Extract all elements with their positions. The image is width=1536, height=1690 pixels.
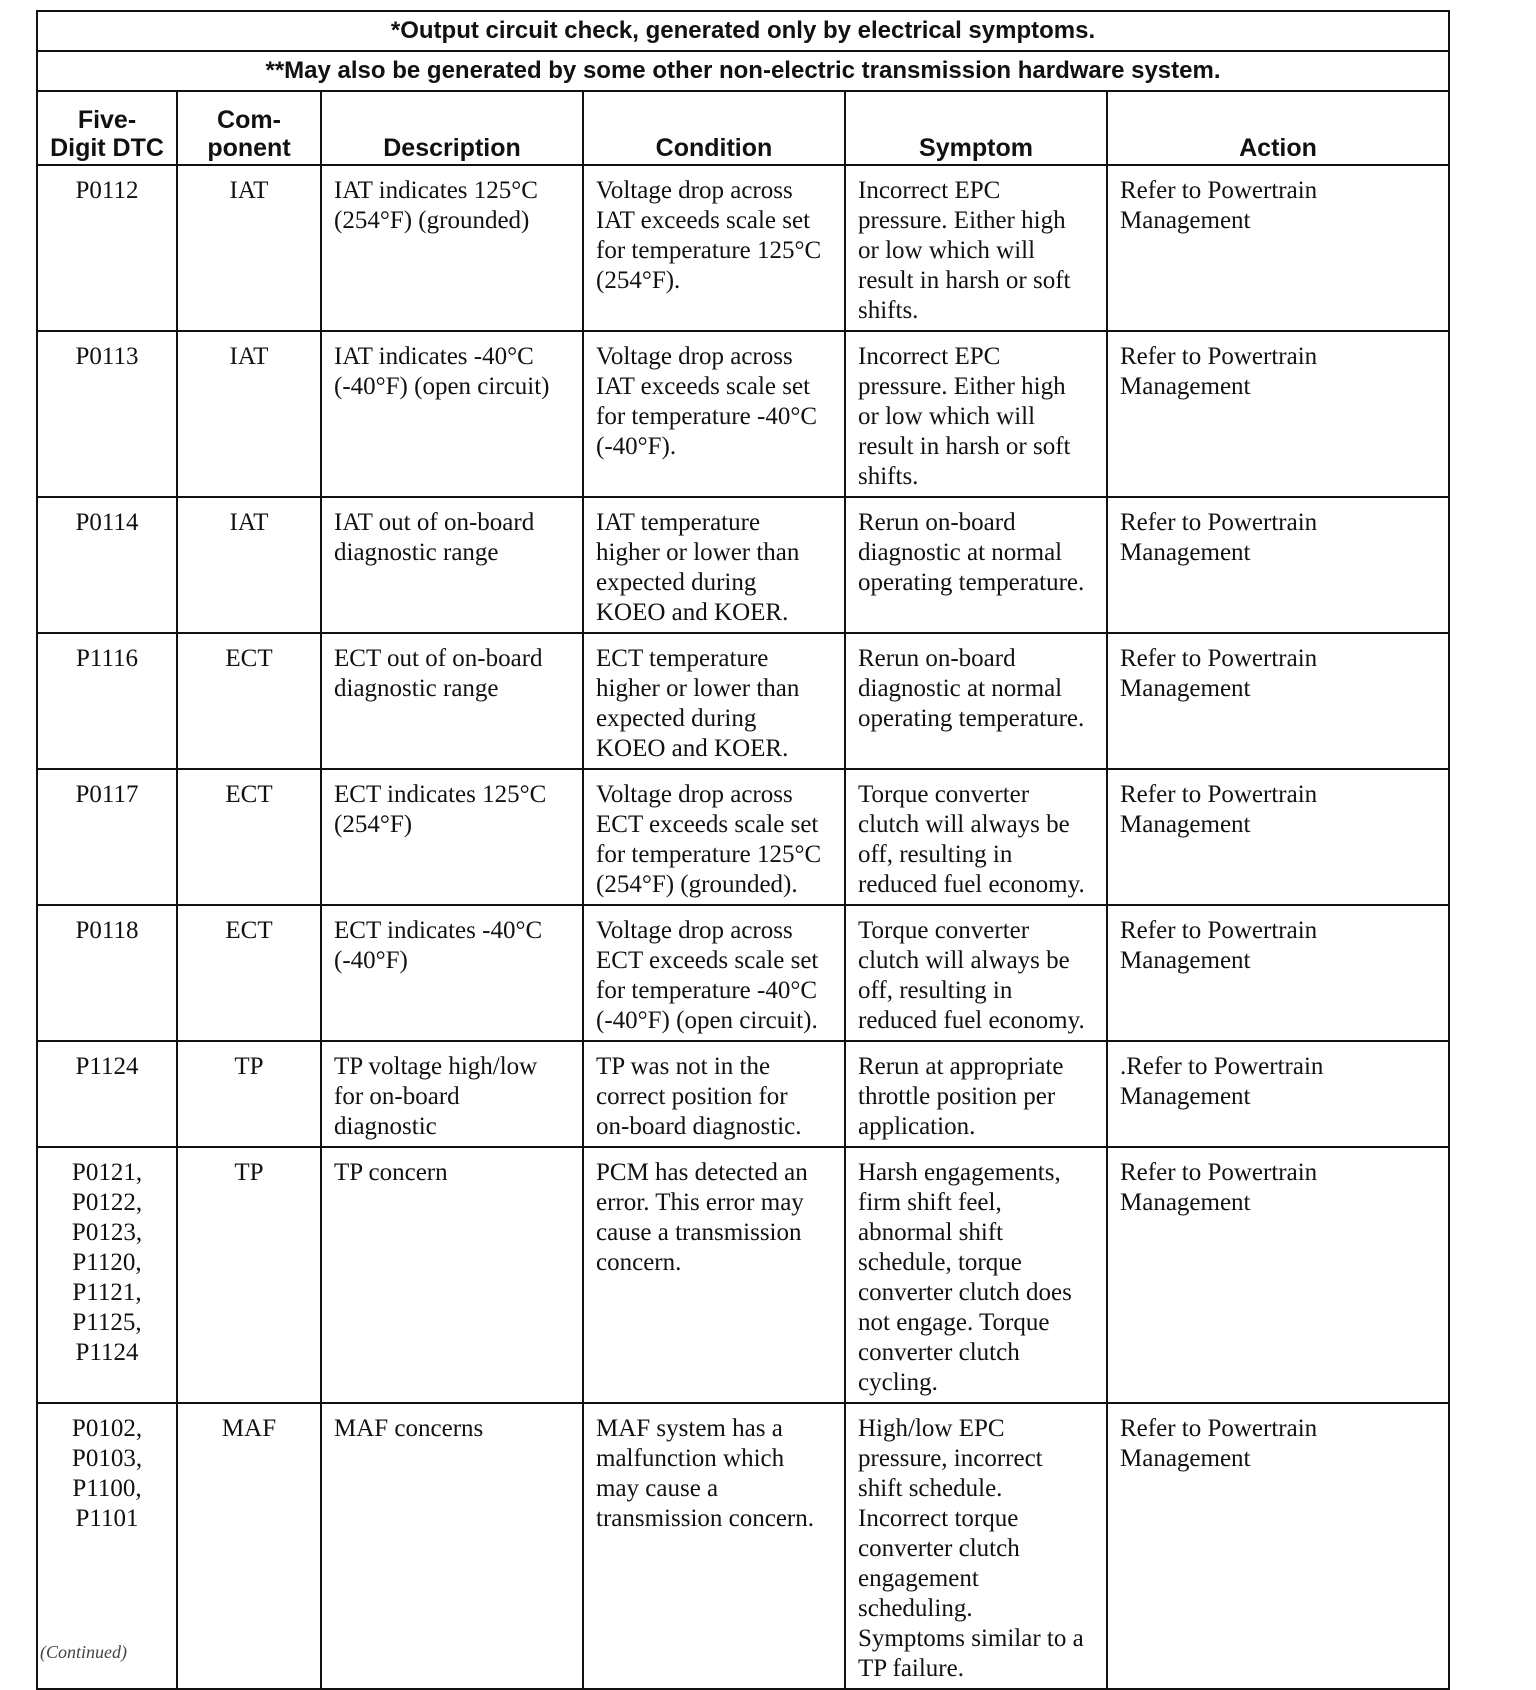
- cell-action: [1107, 905, 1449, 1041]
- cell-line: Symptoms similar to a: [858, 1625, 1084, 1652]
- cell-line: throttle position per: [858, 1083, 1056, 1110]
- cell-line: or low which will: [858, 237, 1036, 264]
- cell-line: for temperature 125°C: [596, 237, 822, 264]
- cell-line: Refer to Powertrain: [1120, 645, 1318, 672]
- cell-line: shifts.: [858, 297, 919, 324]
- cell-line: Voltage drop across: [596, 917, 793, 944]
- cell-dtc: [37, 497, 177, 633]
- cell-line: operating temperature.: [858, 569, 1085, 596]
- cell-line: scheduling.: [858, 1595, 973, 1622]
- cell-line: diagnostic: [334, 1113, 437, 1140]
- cell-line: KOEO and KOER.: [596, 599, 789, 626]
- cell-line: P0121,: [71, 1159, 143, 1186]
- cell-line: Management: [1120, 947, 1251, 974]
- cell-line: (-40°F) (open circuit).: [596, 1007, 818, 1034]
- table-row: [37, 769, 1449, 905]
- table-row: [37, 331, 1449, 497]
- cell-symptom: [845, 905, 1107, 1041]
- cell-line: diagnostic at normal: [858, 539, 1063, 566]
- cell-component: [177, 769, 321, 905]
- cell-action: [1107, 633, 1449, 769]
- cell-line: P1101: [75, 1505, 139, 1532]
- cell-dtc: [37, 1041, 177, 1147]
- cell-description: [321, 497, 583, 633]
- cell-condition: [583, 633, 845, 769]
- cell-line: pressure. Either high: [858, 207, 1066, 234]
- cell-line: for temperature -40°C: [596, 403, 818, 430]
- cell-line: Rerun on-board: [858, 509, 1016, 536]
- cell-line: P0118: [75, 917, 139, 944]
- cell-component: [177, 633, 321, 769]
- cell-line: TP was not in the: [596, 1053, 771, 1080]
- table-row: [37, 1041, 1449, 1147]
- cell-line: clutch will always be: [858, 947, 1070, 974]
- cell-component: [177, 497, 321, 633]
- cell-line: Refer to Powertrain: [1120, 917, 1318, 944]
- cell-line: P0114: [75, 509, 139, 536]
- cell-line: ECT exceeds scale set: [596, 947, 819, 974]
- cell-dtc: [37, 165, 177, 331]
- cell-line: higher or lower than: [596, 539, 800, 566]
- cell-line: engagement: [858, 1565, 979, 1592]
- cell-action: [1107, 1147, 1449, 1403]
- table-row: [37, 165, 1449, 331]
- cell-symptom: [845, 165, 1107, 331]
- cell-line: IAT out of on-board: [334, 509, 535, 536]
- cell-line: (254°F).: [596, 267, 681, 294]
- header-action: Action: [1107, 91, 1449, 165]
- cell-dtc: [37, 331, 177, 497]
- cell-line: IAT indicates 125°C: [334, 177, 538, 204]
- cell-line: diagnostic at normal: [858, 675, 1063, 702]
- cell-line: P0117: [75, 781, 139, 808]
- cell-line: P0123,: [71, 1219, 143, 1246]
- cell-line: (254°F) (grounded): [334, 207, 530, 234]
- cell-line: pressure, incorrect: [858, 1445, 1043, 1472]
- cell-line: expected during: [596, 569, 757, 596]
- cell-line: MAF system has a: [596, 1415, 783, 1442]
- cell-component: [177, 905, 321, 1041]
- cell-line: abnormal shift: [858, 1219, 1004, 1246]
- cell-line: Torque converter: [858, 781, 1030, 808]
- cell-line: Refer to Powertrain: [1120, 781, 1318, 808]
- cell-line: not engage. Torque: [858, 1309, 1050, 1336]
- cell-description: [321, 331, 583, 497]
- cell-line: for on-board: [334, 1083, 460, 1110]
- cell-line: correct position for: [596, 1083, 788, 1110]
- cell-line: transmission concern.: [596, 1505, 815, 1532]
- header-dtc: [37, 91, 177, 165]
- cell-line: Incorrect EPC: [858, 343, 1001, 370]
- cell-line: (-40°F): [334, 947, 408, 974]
- table-row: [37, 905, 1449, 1041]
- cell-line: firm shift feel,: [858, 1189, 1002, 1216]
- cell-line: Management: [1120, 1083, 1251, 1110]
- cell-line: Harsh engagements,: [858, 1159, 1061, 1186]
- cell-line: Rerun at appropriate: [858, 1053, 1064, 1080]
- cell-line: IAT: [229, 343, 269, 370]
- cell-dtc: [37, 1147, 177, 1403]
- cell-action: [1107, 1403, 1449, 1689]
- cell-line: TP: [234, 1159, 264, 1186]
- cell-line: P1125,: [72, 1309, 142, 1336]
- continued-note: (Continued): [40, 1642, 127, 1662]
- header-component-line1: Com-: [217, 106, 281, 134]
- table-row: [37, 633, 1449, 769]
- table-row: [37, 497, 1449, 633]
- cell-symptom: [845, 1147, 1107, 1403]
- cell-dtc: [37, 633, 177, 769]
- cell-line: High/low EPC: [858, 1415, 1005, 1442]
- header-component: [177, 91, 321, 165]
- cell-line: P1124: [75, 1053, 139, 1080]
- cell-line: ECT out of on-board: [334, 645, 543, 672]
- cell-description: [321, 633, 583, 769]
- cell-component: [177, 165, 321, 331]
- cell-description: [321, 1041, 583, 1147]
- cell-line: (254°F): [334, 811, 413, 838]
- cell-line: ECT exceeds scale set: [596, 811, 819, 838]
- cell-line: P1116: [75, 645, 139, 672]
- cell-line: Management: [1120, 1189, 1251, 1216]
- cell-line: higher or lower than: [596, 675, 800, 702]
- cell-line: Voltage drop across: [596, 177, 793, 204]
- cell-symptom: [845, 633, 1107, 769]
- cell-line: ECT: [225, 645, 273, 672]
- header-condition: Condition: [583, 91, 845, 165]
- cell-line: Refer to Powertrain: [1120, 509, 1318, 536]
- cell-line: .Refer to Powertrain: [1120, 1053, 1324, 1080]
- cell-line: shifts.: [858, 463, 919, 490]
- cell-line: cause a transmission: [596, 1219, 802, 1246]
- cell-line: ECT: [225, 917, 273, 944]
- cell-line: ECT: [225, 781, 273, 808]
- cell-line: Rerun on-board: [858, 645, 1016, 672]
- table-row: [37, 1403, 1449, 1689]
- header-symptom: Symptom: [845, 91, 1107, 165]
- cell-line: Voltage drop across: [596, 343, 793, 370]
- cell-description: [321, 905, 583, 1041]
- cell-line: MAF: [221, 1415, 277, 1442]
- cell-component: [177, 1403, 321, 1689]
- cell-line: for temperature -40°C: [596, 977, 818, 1004]
- cell-condition: [583, 331, 845, 497]
- cell-line: IAT temperature: [596, 509, 761, 536]
- cell-line: TP failure.: [858, 1655, 964, 1682]
- cell-line: Management: [1120, 207, 1251, 234]
- cell-action: [1107, 165, 1449, 331]
- cell-line: converter clutch does: [858, 1279, 1072, 1306]
- cell-symptom: [845, 769, 1107, 905]
- cell-component: [177, 1041, 321, 1147]
- cell-dtc: [37, 769, 177, 905]
- cell-line: P0112: [75, 177, 139, 204]
- cell-line: on-board diagnostic.: [596, 1113, 802, 1140]
- cell-line: P1100,: [72, 1475, 142, 1502]
- cell-line: Voltage drop across: [596, 781, 793, 808]
- cell-line: clutch will always be: [858, 811, 1070, 838]
- cell-component: [177, 1147, 321, 1403]
- cell-line: ECT indicates -40°C: [334, 917, 543, 944]
- cell-line: diagnostic range: [334, 675, 499, 702]
- cell-condition: [583, 1403, 845, 1689]
- cell-condition: [583, 905, 845, 1041]
- dtc-table: [36, 10, 1450, 1690]
- cell-line: ECT temperature: [596, 645, 769, 672]
- cell-line: MAF concerns: [334, 1415, 484, 1442]
- cell-line: Management: [1120, 811, 1251, 838]
- cell-action: [1107, 331, 1449, 497]
- header-component-line2: ponent: [207, 134, 291, 162]
- cell-line: Incorrect EPC: [858, 177, 1001, 204]
- cell-line: P1120,: [72, 1249, 142, 1276]
- cell-line: (254°F) (grounded).: [596, 871, 798, 898]
- cell-line: P1121,: [72, 1279, 142, 1306]
- header-row: [37, 91, 1449, 165]
- cell-line: Refer to Powertrain: [1120, 1159, 1318, 1186]
- cell-condition: [583, 165, 845, 331]
- cell-line: off, resulting in: [858, 977, 1013, 1004]
- note-non-electric: **May also be generated by some other non-electric transmission hardware system.: [37, 51, 1449, 91]
- cell-condition: [583, 769, 845, 905]
- cell-line: Refer to Powertrain: [1120, 343, 1318, 370]
- cell-line: IAT: [229, 509, 269, 536]
- cell-line: IAT exceeds scale set: [596, 207, 811, 234]
- cell-line: Refer to Powertrain: [1120, 177, 1318, 204]
- cell-line: IAT indicates -40°C: [334, 343, 534, 370]
- cell-line: Management: [1120, 539, 1251, 566]
- cell-description: [321, 1147, 583, 1403]
- cell-description: [321, 769, 583, 905]
- cell-line: for temperature 125°C: [596, 841, 822, 868]
- cell-line: Management: [1120, 373, 1251, 400]
- cell-line: TP voltage high/low: [334, 1053, 538, 1080]
- cell-line: converter clutch: [858, 1535, 1020, 1562]
- cell-line: operating temperature.: [858, 705, 1085, 732]
- cell-line: may cause a: [596, 1475, 719, 1502]
- cell-line: Refer to Powertrain: [1120, 1415, 1318, 1442]
- cell-symptom: [845, 331, 1107, 497]
- cell-line: KOEO and KOER.: [596, 735, 789, 762]
- cell-line: concern.: [596, 1249, 682, 1276]
- cell-line: P0113: [75, 343, 139, 370]
- cell-symptom: [845, 1403, 1107, 1689]
- cell-line: diagnostic range: [334, 539, 499, 566]
- cell-line: ECT indicates 125°C: [334, 781, 547, 808]
- cell-line: IAT exceeds scale set: [596, 373, 811, 400]
- cell-component: [177, 331, 321, 497]
- cell-line: shift schedule.: [858, 1475, 1003, 1502]
- cell-line: reduced fuel economy.: [858, 871, 1085, 898]
- cell-line: Torque converter: [858, 917, 1030, 944]
- cell-line: IAT: [229, 177, 269, 204]
- cell-line: or low which will: [858, 403, 1036, 430]
- cell-line: application.: [858, 1113, 976, 1140]
- cell-action: [1107, 769, 1449, 905]
- note-row-2: [37, 51, 1449, 91]
- cell-symptom: [845, 1041, 1107, 1147]
- header-dtc-line1: Five-: [77, 106, 137, 134]
- cell-line: P0103,: [71, 1445, 143, 1472]
- cell-action: [1107, 497, 1449, 633]
- cell-condition: [583, 1147, 845, 1403]
- cell-description: [321, 165, 583, 331]
- cell-line: P0102,: [71, 1415, 143, 1442]
- cell-line: PCM has detected an: [596, 1159, 808, 1186]
- cell-line: Management: [1120, 1445, 1251, 1472]
- cell-line: schedule, torque: [858, 1249, 1022, 1276]
- cell-line: off, resulting in: [858, 841, 1013, 868]
- cell-line: P1124: [75, 1339, 139, 1366]
- cell-action: [1107, 1041, 1449, 1147]
- cell-line: expected during: [596, 705, 757, 732]
- cell-line: P0122,: [71, 1189, 143, 1216]
- cell-line: TP: [234, 1053, 264, 1080]
- cell-description: [321, 1403, 583, 1689]
- cell-line: (-40°F) (open circuit): [334, 373, 550, 400]
- cell-line: malfunction which: [596, 1445, 785, 1472]
- note-row-1: [37, 11, 1449, 51]
- note-electrical: *Output circuit check, generated only by electrical symptoms.: [37, 11, 1449, 51]
- table-row: [37, 1147, 1449, 1403]
- cell-line: (-40°F).: [596, 433, 677, 460]
- cell-line: cycling.: [858, 1369, 938, 1396]
- cell-symptom: [845, 497, 1107, 633]
- cell-line: reduced fuel economy.: [858, 1007, 1085, 1034]
- table-body: [37, 165, 1449, 1689]
- cell-condition: [583, 497, 845, 633]
- cell-line: converter clutch: [858, 1339, 1020, 1366]
- header-dtc-line2: Digit DTC: [50, 134, 164, 162]
- cell-line: Incorrect torque: [858, 1505, 1019, 1532]
- cell-condition: [583, 1041, 845, 1147]
- cell-line: TP concern: [334, 1159, 448, 1186]
- header-description: Description: [321, 91, 583, 165]
- cell-line: error. This error may: [596, 1189, 804, 1216]
- cell-line: pressure. Either high: [858, 373, 1066, 400]
- cell-line: Management: [1120, 675, 1251, 702]
- cell-dtc: [37, 905, 177, 1041]
- cell-line: result in harsh or soft: [858, 267, 1071, 294]
- cell-line: result in harsh or soft: [858, 433, 1071, 460]
